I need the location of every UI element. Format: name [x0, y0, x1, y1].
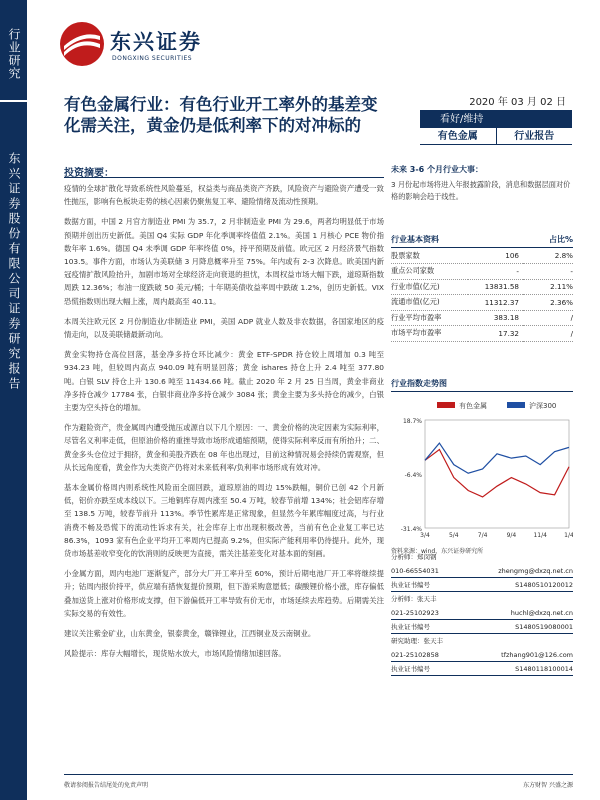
analyst-row	[391, 550, 573, 564]
logo-name-cn: 东兴证券	[110, 30, 202, 54]
y-tick-label: -6.4%	[404, 472, 422, 479]
chart-source: 资料来源：wind、东兴证券研究所	[391, 548, 484, 555]
report-type-tag: 行业报告	[496, 128, 573, 144]
analyst-value: S1480519080001	[515, 623, 573, 631]
basic-data-value: -	[468, 264, 523, 280]
basic-data-pct: 2.11%	[523, 279, 573, 295]
summary-paragraph: 作为避险资产，贵金属周内遭受抛压或源自以下几个原因：一、黄金价格的决定因素为实际利率，尽管名义利率走低，但原油价格的重挫导致市场形成通缩预期，使得实际利率反而有所抬升；二、黄金多头仓位过于拥挤，黄金和美股齐跌在 08 年也出现过，目前这种情况易会持续仍需观察，但从长远角度看，黄金作为大类资产仍将对未来低利率/负利率市场形成有效对冲。	[64, 423, 384, 472]
trend-heading: 行业指数走势图	[391, 378, 573, 392]
basic-data-value: 11312.37	[468, 295, 523, 311]
report-rating: 看好/维持	[420, 111, 572, 128]
analyst-row	[391, 634, 573, 648]
legend-label: 有色金属	[459, 402, 487, 410]
basic-data-row	[391, 279, 573, 295]
industry-trend	[391, 378, 573, 555]
sidebar-category: 行业研究	[0, 0, 27, 100]
analyst-row	[391, 564, 573, 578]
page-footer	[64, 774, 573, 789]
analyst-row	[391, 578, 573, 592]
summary-paragraph: 黄金实物持仓高位回落，基金净多持仓环比减少：黄金 ETF-SPDR 持仓较上周增加 0.3 吨至 934.23 吨，但较周内高点 940.09 吨有明显回落；黄金 ishares 持仓上升 2.4 吨至 377.80 吨。白银 SLV 持仓上升 130.6 吨至 11434.66 吨。截止 2020 年 2 月 25 日当周，黄金非商业净多持仓减少 17784 张，白银非商业净多持仓减少 3084 张；黄金主要为多头持仓的减少，白银主要为空头持仓的增加。	[64, 350, 384, 413]
analyst-label: 010-66554031	[391, 567, 439, 575]
analyst-value: tfzhang901@126.com	[501, 651, 573, 659]
legend-swatch	[507, 402, 525, 408]
analyst-label: 研究助理：张天丰	[391, 637, 443, 645]
basic-data-row	[391, 295, 573, 311]
analyst-row	[391, 620, 573, 634]
basic-data-pct: 2.36%	[523, 295, 573, 311]
legend-label: 沪深300	[529, 402, 557, 410]
analyst-label: 执业证书编号	[391, 581, 430, 589]
basic-data-heading: 行业基本资料	[391, 235, 439, 244]
analyst-value: zhengmg@dxzq.net.cn	[498, 567, 573, 575]
basic-data-row	[391, 310, 573, 326]
basic-data-pct: -	[523, 264, 573, 280]
analyst-row	[391, 662, 573, 676]
sidebar	[0, 0, 27, 800]
company-logo	[60, 22, 240, 72]
x-tick-label: 7/4	[477, 532, 488, 539]
basic-data-pct: /	[523, 326, 573, 342]
x-tick-label: 1/4	[564, 532, 573, 539]
x-tick-label: 11/4	[533, 532, 547, 539]
chart-frame	[425, 420, 569, 528]
disclaimer-note: 敬请参阅报告结尾处的免责声明	[64, 782, 149, 789]
basic-data-table	[391, 248, 573, 342]
analyst-value: huchl@dxzq.net.cn	[510, 609, 573, 617]
analyst-row	[391, 592, 573, 606]
series-line-1	[425, 443, 569, 473]
analyst-value: S1480118100014	[515, 665, 573, 673]
basic-data-label: 市场平均市盈率	[391, 326, 468, 342]
summary-paragraph: 小金属方面，周内电池厂逐渐复产，部分大厂开工率升至 60%，预计后期电池厂开工率将继续提升；钴周内报价持平，供应端有措恢复提价预期，但下游采购意愿低；碳酸锂价格小涨，库存偏低叠加送货上涨对价格形成支撑，但下游偏低开工率导致有价无市，市场延续去库趋势。后期需关注实际交易的有效性。	[64, 569, 384, 618]
analyst-label: 021-25102923	[391, 609, 439, 617]
outlook-heading: 未来 3-6 个月行业大事：	[391, 165, 484, 174]
analyst-info	[391, 550, 573, 676]
basic-data-row	[391, 248, 573, 264]
industry-tag: 有色金属	[437, 131, 478, 142]
y-tick-label: 18.7%	[402, 418, 422, 425]
basic-data-label: 行业平均市盈率	[391, 310, 468, 326]
legend-swatch	[437, 402, 455, 408]
x-tick-label: 9/4	[506, 532, 517, 539]
analyst-label: 执业证书编号	[391, 665, 430, 673]
summary-paragraph: 疫情的全球扩散化导致系统性风险蔓延，权益类与商品类资产齐跌，风险资产与避险资产遭受一致性抛压，影响有色板块走势的核心因素仍聚焦复工率、避险情绪及流动性预期。	[64, 184, 384, 207]
basic-data-header	[391, 234, 573, 248]
logo-mark-icon	[60, 22, 104, 66]
summary-body	[64, 182, 384, 668]
analyst-label: 021-25102858	[391, 651, 439, 659]
x-tick-label: 3/4	[420, 532, 430, 539]
analyst-label: 分析师：郑闵钢	[391, 553, 437, 561]
trend-chart	[391, 396, 573, 546]
summary-heading: 投资摘要：	[64, 164, 384, 178]
basic-data-label: 重点公司家数	[391, 264, 468, 280]
x-tick-label: 5/4	[448, 532, 459, 539]
basic-data-label: 行业市值(亿元)	[391, 279, 468, 295]
sidebar-company: 东兴证券股份有限公司证券研究报告	[0, 102, 27, 800]
report-meta	[420, 94, 572, 145]
summary-paragraph: 风险提示：库存大幅增长，现货贴水放大，市场风险情绪加速回落。	[64, 649, 286, 659]
basic-data-row	[391, 326, 573, 342]
report-tags	[420, 128, 572, 145]
report-date: 2020 年 03 月 02 日	[420, 94, 572, 111]
basic-data-value: 383.18	[468, 310, 523, 326]
basic-data-row	[391, 264, 573, 280]
report-title: 有色金属行业：有色行业开工率外的基差变化需关注，黄金仍是低利率下的对冲标的	[64, 95, 378, 135]
series-line-0	[425, 450, 569, 497]
percent-header: 占比%	[548, 235, 573, 244]
basic-data-pct: 2.8%	[523, 248, 573, 264]
outlook-text: 3 月份起市场将进入年报披露阶段，消息和数据层面对价格的影响会趋于线性。	[391, 180, 571, 201]
y-tick-label: -31.4%	[400, 526, 422, 533]
basic-data-value: 106	[468, 248, 523, 264]
analyst-label: 执业证书编号	[391, 623, 430, 631]
analyst-row	[391, 606, 573, 620]
analyst-label: 分析师：张天丰	[391, 595, 437, 603]
trend-chart-svg	[391, 396, 573, 546]
basic-data-label: 股票家数	[391, 248, 468, 264]
summary-paragraph: 基本金属价格周内则系统性风险而全面回跌，道琼原油的周边 15%跌幅，铜价已创 42 个月新低，铝价亦跌至成本线以下。三地铜库存周内涨至 50.4 万吨，较春节前增 134%；社会铝库存增至 138.5 万吨，较春节前升 113%。季节性累库是正常现象，但显然今年累库幅度过高，与行业消费不畅及恐慌下的流动性诉求有关，社会库存上市出现积极改善，当前有色企业复工率已达 86.3%，1093 家有色企业平均开工率周内已提高 9.2%，但实际产能利用率仍待提升。此外，现货市场基差收窄变化的饮消则的反映更为直接，需关注基差变化对基本面的刻画。	[64, 483, 384, 559]
company-slogan: 东方财智 兴盛之源	[523, 782, 573, 789]
logo-name-en: DONGXING SECURITIES	[112, 55, 193, 62]
industry-basic-data	[391, 234, 573, 342]
industry-outlook	[391, 164, 573, 203]
analyst-value: S1480510120012	[515, 581, 573, 589]
basic-data-label: 流通市值(亿元)	[391, 295, 468, 311]
summary-paragraph: 数据方面，中国 2 月官方制造业 PMI 为 35.7，2 月非制造业 PMI 为 29.6，两者均明显低于市场预期并创出历史新低。美国 Q4 实际 GDP 年化季调率终值值 2.1%。美国 1 月核心 PCE 物价指数年率 1.6%。德国 Q4 未季调 GDP 年率终值 0%，持平预期及前值。欧元区 2 月经济景气指数 103.5。事件方面，市场认为美联储 3 月降息概率升至 75%。年内或有 2-3 次降息。欧美国内新冠疫情扩散风险抬升，加剧市场对全球经济走向衰退的担忧，本周权益市场大幅下跌，道琼斯指数周跌 12.36%；布油一度跌破 50 美元/桶；十年期美债收益率周中跌破 1.2%，创历史新低。VIX 恐慌指数则出现大幅上涨，周内最高至 40.11。	[64, 217, 384, 306]
analyst-row	[391, 648, 573, 662]
summary-paragraph: 建议关注紫金矿业，山东黄金，银泰黄金，赣锋锂业，江西铜业及云南铜业。	[64, 629, 316, 639]
basic-data-pct: /	[523, 310, 573, 326]
summary-paragraph: 本周关注欧元区 2 月份制造业/非制造业 PMI，美国 ADP 就业人数及非农数据，各国家地区的疫情走向，以及美联储最新动向。	[64, 316, 384, 340]
basic-data-value: 17.32	[468, 326, 523, 342]
basic-data-value: 13831.58	[468, 279, 523, 295]
